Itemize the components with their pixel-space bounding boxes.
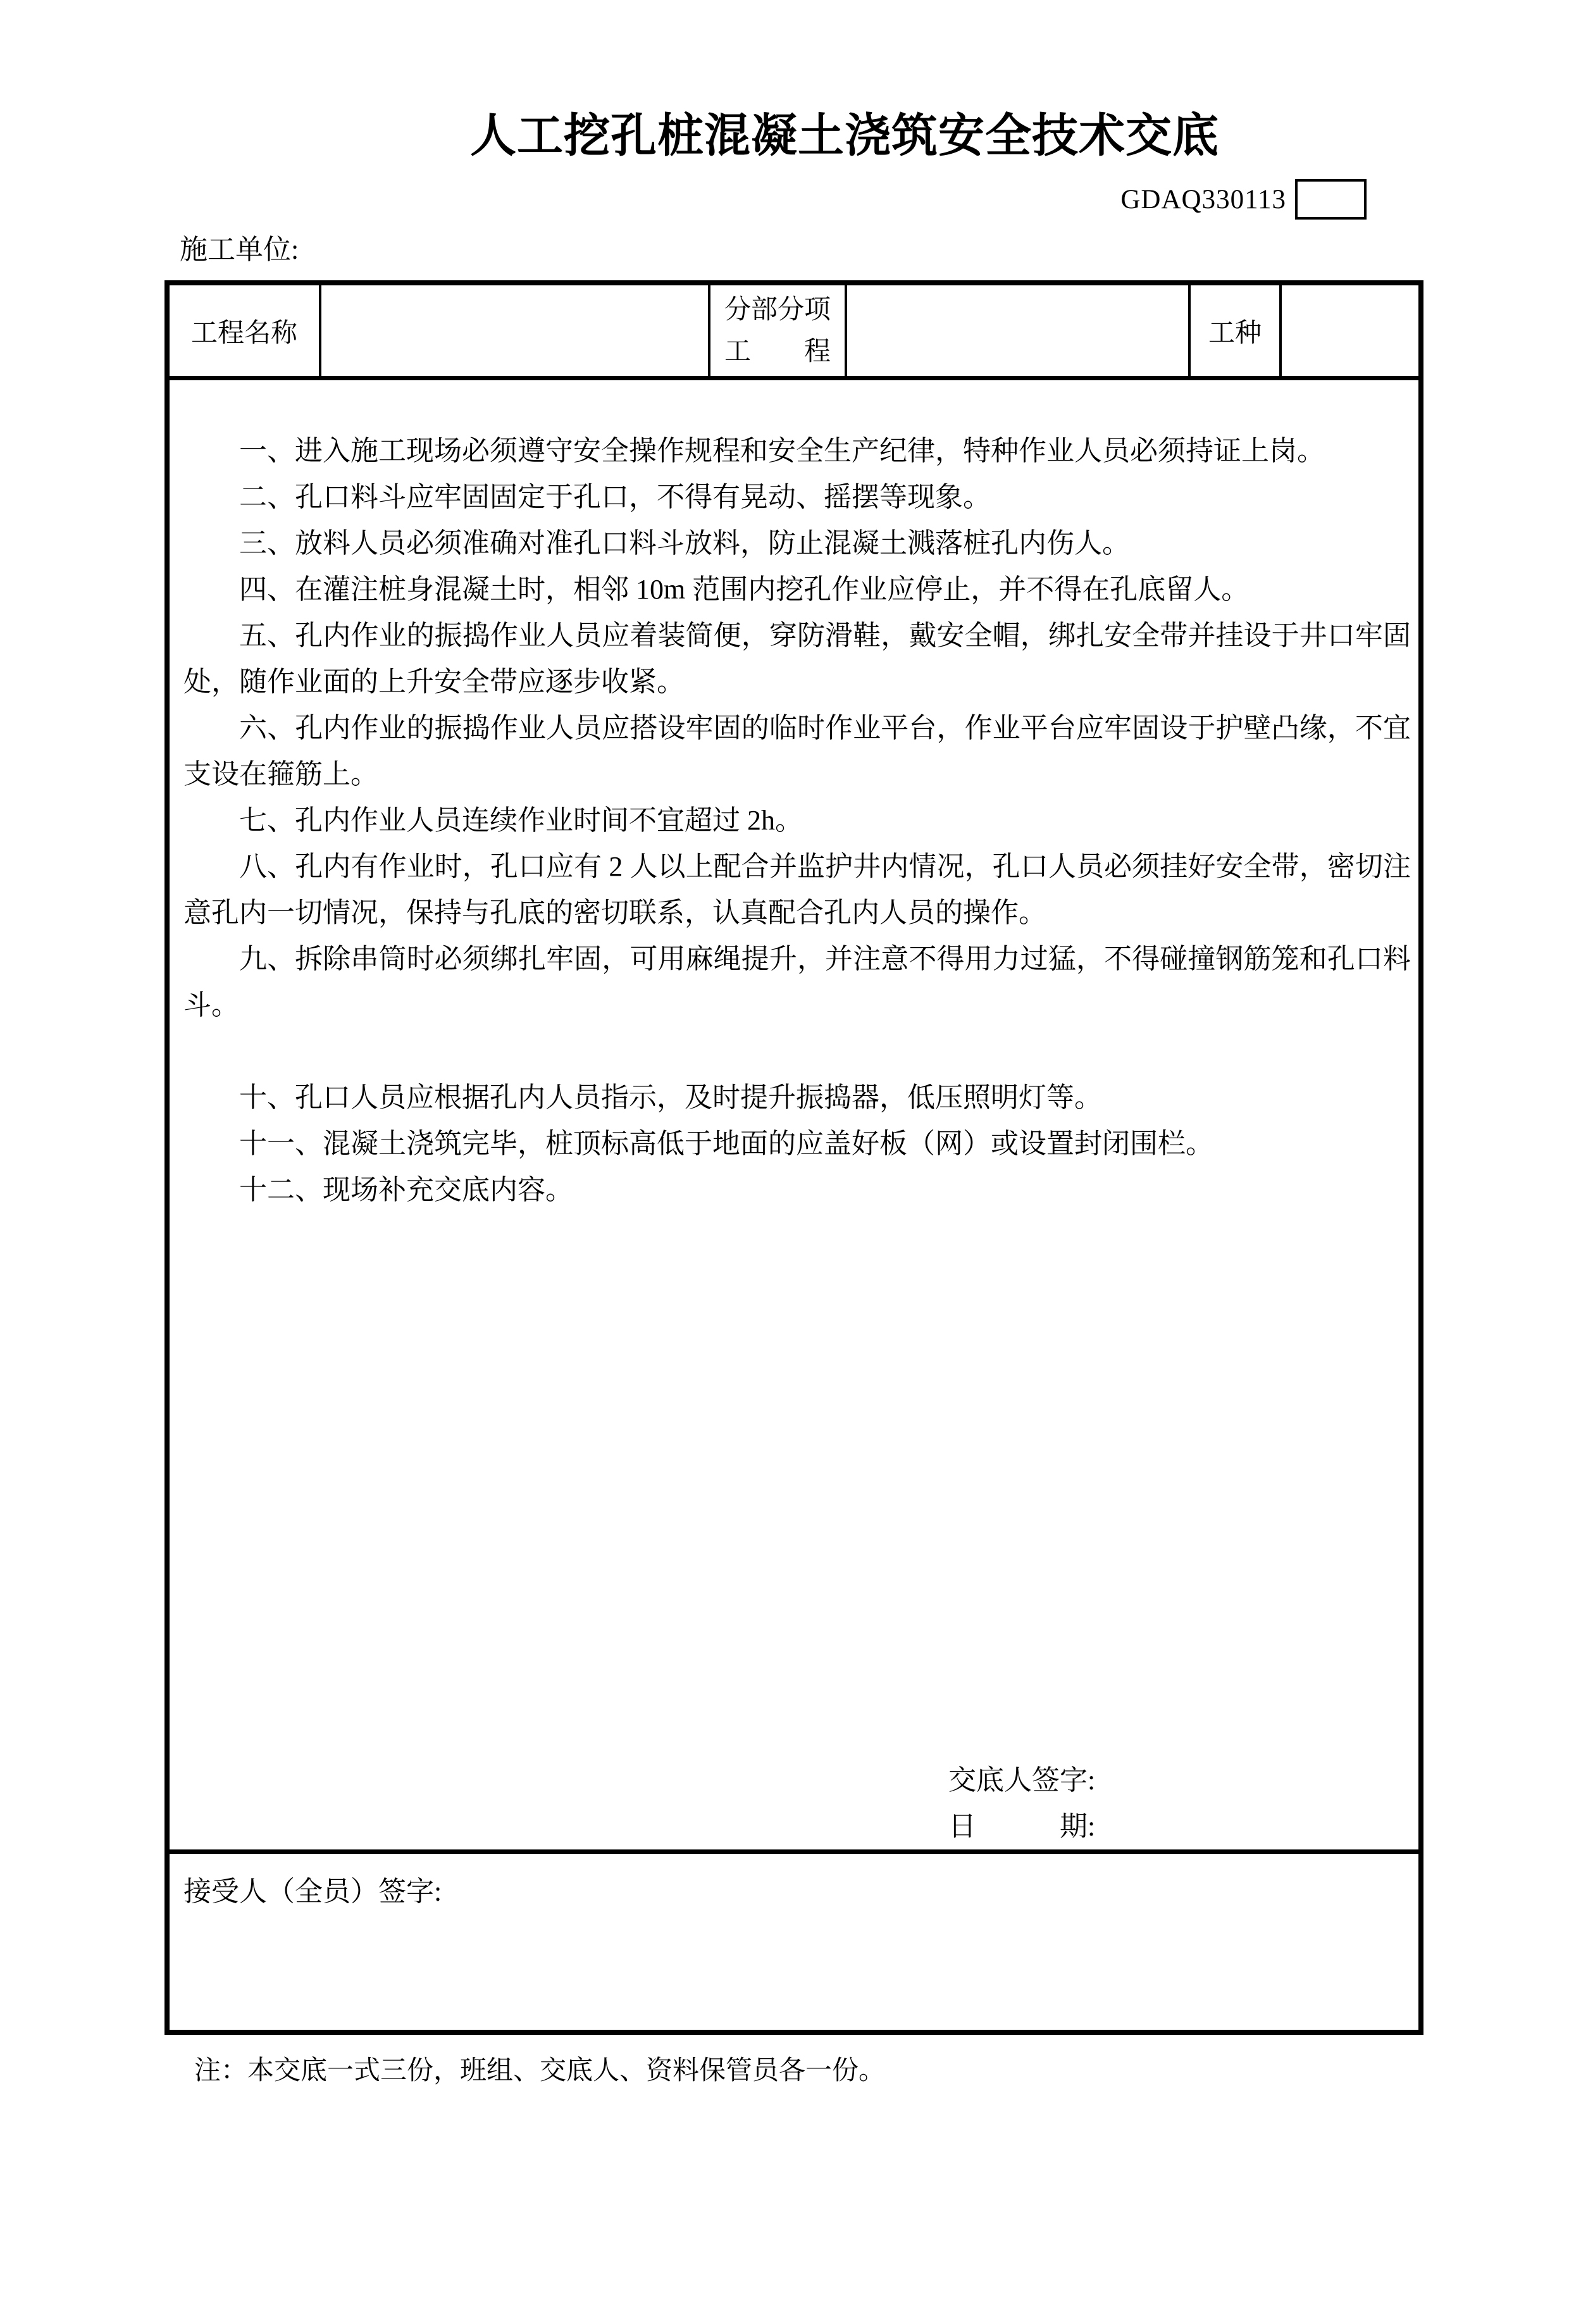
- safety-item-7: 七、孔内作业人员连续作业时间不宜超过 2h。: [239, 805, 803, 836]
- receiver-sign-label: 接受人（全员）签字:: [183, 1876, 442, 1907]
- doc-code: GDAQ330113: [1120, 184, 1286, 214]
- work-type-label-cell: 工种: [1189, 283, 1281, 378]
- signature-block: [948, 1757, 1411, 1849]
- construction-unit-label: 施工单位:: [180, 234, 299, 265]
- subdivision-label-line1: 分部分项: [724, 295, 831, 325]
- form-table: [164, 280, 1423, 2035]
- safety-item-12: 十二、现场补充交底内容。: [239, 1174, 573, 1205]
- safety-item-8: 八、孔内有作业时，孔口应有 2 人以上配合并监护井内情况，孔口人员必须挂好安全带，密切注意孔内一切情况，保持与孔底的密切联系，认真配合孔内人员的操作。: [183, 851, 1411, 928]
- footnote: 注：本交底一式三份，班组、交底人、资料保管员各一份。: [194, 2056, 886, 2085]
- doc-code-row: [0, 177, 1569, 222]
- safety-item-4: 四、在灌注桩身混凝土时，相邻 10m 范围内挖孔作业应停止，并不得在孔底留人。: [239, 574, 1250, 605]
- doc-code-box[interactable]: [1295, 179, 1367, 220]
- safety-item-2: 二、孔口料斗应牢固固定于孔口，不得有晃动、摇摆等现象。: [239, 482, 991, 513]
- safety-item-11: 十一、混凝土浇筑完毕，桩顶标高低于地面的应盖好板（网）或设置封闭围栏。: [239, 1128, 1213, 1159]
- disclosure-content-cell: [167, 378, 1421, 1852]
- safety-item-6: 六、孔内作业的振捣作业人员应搭设牢固的临时作业平台，作业平台应牢固设于护壁凸缘，不宜支设在箍筋上。: [183, 712, 1411, 790]
- form-header-row: [167, 283, 1421, 378]
- safety-item-9: 九、拆除串筒时必须绑扎牢固，可用麻绳提升，并注意不得用力过猛，不得碰撞钢筋笼和孔口料斗。: [183, 943, 1411, 1021]
- subdivision-label-line2: 工 程: [724, 337, 831, 366]
- project-name-label-cell: 工程名称: [167, 283, 320, 378]
- safety-item-5: 五、孔内作业的振捣作业人员应着装简便，穿防滑鞋，戴安全帽，绑扎安全带并挂设于井口牢固处，随作业面的上升安全带应逐步收紧。: [183, 620, 1411, 697]
- discloser-sign-label: 交底人签字:: [948, 1765, 1096, 1796]
- project-name-value-cell[interactable]: [320, 283, 709, 378]
- safety-item-10: 十、孔口人员应根据孔内人员指示，及时提升振捣器，低压照明灯等。: [239, 1082, 1102, 1113]
- receiver-row: [167, 1852, 1421, 2033]
- safety-item-1: 一、进入施工现场必须遵守安全操作规程和安全生产纪律，特种作业人员必须持证上岗。: [239, 435, 1325, 466]
- date-label: 日 期:: [948, 1811, 1096, 1842]
- subdivision-value-cell[interactable]: [846, 283, 1189, 378]
- disclosure-text: [170, 380, 1418, 1849]
- receiver-sign-cell[interactable]: [167, 1852, 1421, 2033]
- page-title: 人工挖孔桩混凝土浇筑安全技术交底: [470, 110, 1219, 161]
- subdivision-label-cell: [709, 283, 846, 378]
- safety-item-3: 三、放料人员必须准确对准孔口料斗放料，防止混凝土溅落桩孔内伤人。: [239, 528, 1130, 559]
- document-page: [0, 104, 1569, 2324]
- disclosure-content-row: [167, 378, 1421, 1852]
- work-type-value-cell[interactable]: [1281, 283, 1421, 378]
